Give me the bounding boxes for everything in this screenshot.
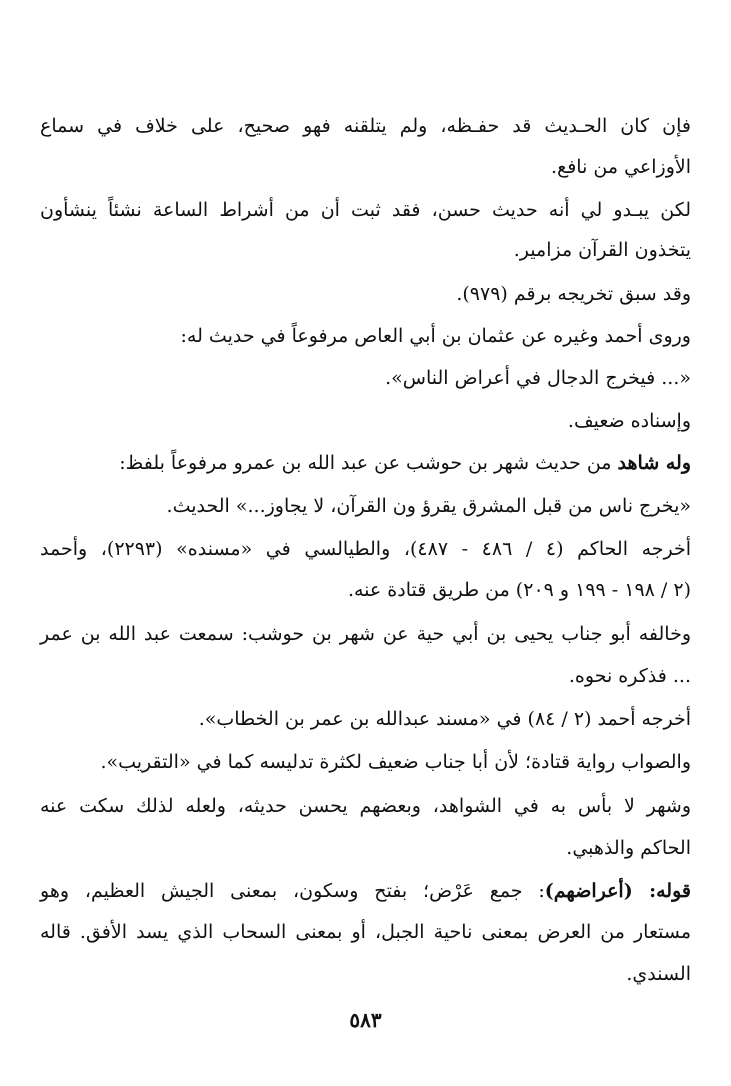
text-line: (٢ / ١٩٨ - ١٩٩ و ٢٠٩) من طريق قتادة عنه.: [347, 579, 691, 601]
text-line: يتخذون القرآن مزامير.: [513, 239, 691, 261]
text-line: أخرجه الحاكم (٤ / ٤٨٦ - ٤٨٧)، والطيالسي في «مسنده» (٢٢٩٣)، وأحمد: [40, 538, 692, 560]
text-line: لكن يبـدو لي أنه حديث حسن، فقد ثبت أن من أشراط الساعة نشئاً ينشأون: [40, 199, 691, 221]
text-line: مستعار من العرض بمعنى ناحية الجبل، أو بمعنى السحاب الذي يسد الأفق. قاله: [40, 921, 691, 943]
bold-lead: وله شاهد: [617, 452, 691, 474]
text-line: وإسناده ضعيف.: [567, 410, 691, 432]
text-line: وروى أحمد وغيره عن عثمان بن أبي العاص مرفوعاً في حديث له:: [180, 325, 691, 347]
text-line: ... فذكره نحوه.: [568, 665, 691, 687]
text-line: «يخرج ناس من قبل المشرق يقرؤ ون القرآن، لا يجاوز...» الحديث.: [166, 495, 691, 517]
text-line: والصواب رواية قتادة؛ لأن أبا جناب ضعيف لكثرة تدليسه كما في «التقريب».: [100, 751, 691, 773]
text-line: أخرجه أحمد (٢ / ٨٤) في «مسند عبدالله بن عمر بن الخطاب».: [198, 708, 691, 730]
text-line: وقد سبق تخريجه برقم (٩٧٩).: [456, 283, 691, 305]
text-line: فإن كان الحـديث قد حفـظه، ولم يتلقنه فهو صحيح، على خلاف في سماع: [40, 115, 691, 137]
line-rest: : جمع عَرْض؛ بفتح وسكون، بمعنى الجيش العظيم، وهو: [40, 880, 545, 902]
text-line: [40, 877, 691, 905]
page-number: ٥٨٣: [349, 1008, 382, 1032]
text-line: الحاكم والذهبي.: [566, 837, 691, 859]
text-line: وشهر لا بأس به في الشواهد، وبعضهم يحسن حديثه، ولعله لذلك سكت عنه: [40, 795, 691, 817]
text-line: وخالفه أبو جناب يحيى بن أبي حية عن شهر بن حوشب: سمعت عبد الله بن عمر: [40, 623, 691, 645]
line-rest: من حديث شهر بن حوشب عن عبد الله بن عمرو مرفوعاً بلفظ:: [119, 452, 612, 474]
text-line: «... فيخرج الدجال في أعراض الناس».: [385, 367, 691, 389]
text-line: الأوزاعي من نافع.: [551, 156, 691, 178]
bold-lead: قوله: (أعراضهم): [544, 880, 691, 902]
text-line: [119, 449, 691, 477]
text-line: السندي.: [626, 963, 691, 985]
